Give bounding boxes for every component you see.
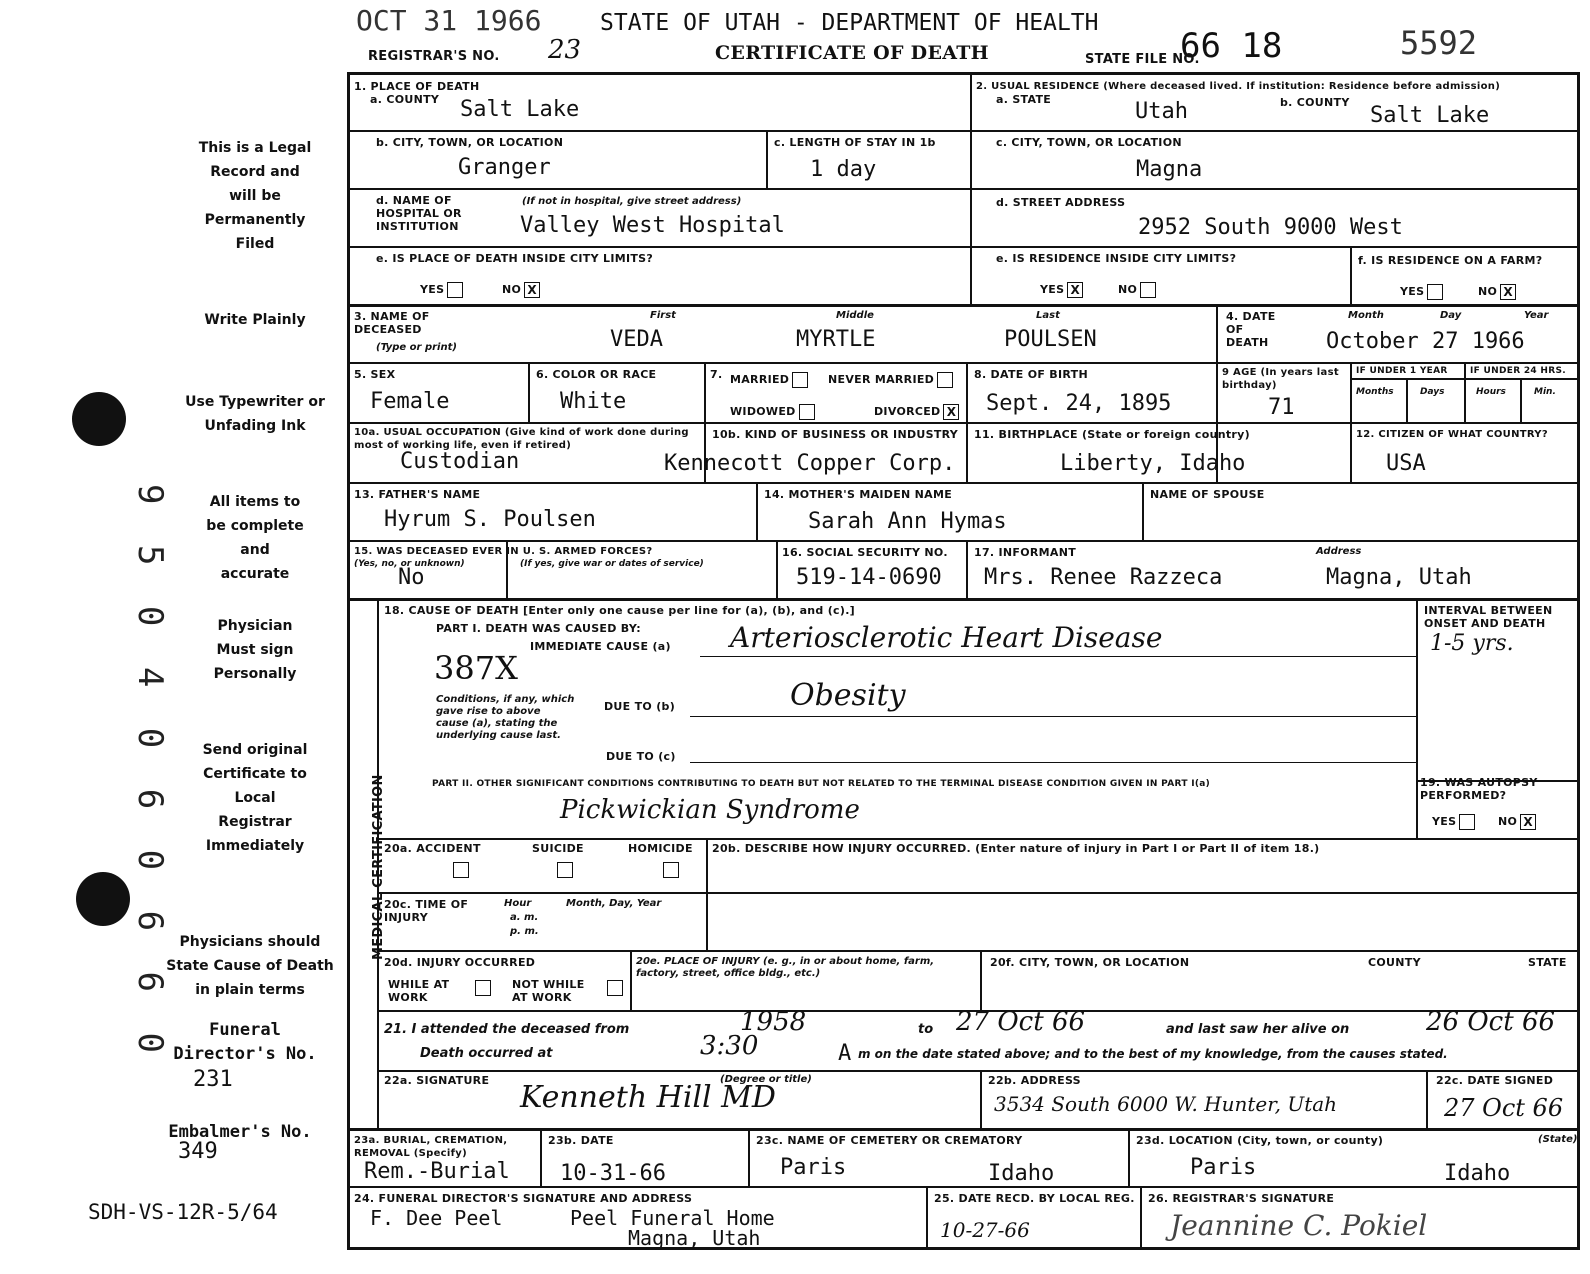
injury-state-label: STATE — [1528, 956, 1567, 969]
not-at-work-label: NOT WHILE AT WORK — [512, 978, 585, 1004]
year-label: Year — [1524, 310, 1549, 321]
residence-limits-no: NO — [1118, 282, 1156, 298]
certificate-title: CERTIFICATE OF DEATH — [715, 42, 989, 64]
while-at-work-label: WHILE AT WORK — [388, 978, 450, 1004]
minutes-label: Min. — [1534, 387, 1556, 397]
burial-location: Paris — [1190, 1155, 1257, 1180]
last-saw-label: and last saw her alive on — [1166, 1022, 1350, 1037]
physician-address-label: 22b. ADDRESS — [988, 1074, 1081, 1087]
injury-county-label: COUNTY — [1368, 956, 1421, 969]
form-number: SDH-VS-12R-5/64 — [88, 1200, 278, 1224]
write-plainly-note: Write Plainly — [204, 312, 306, 328]
never-married-checkbox[interactable] — [937, 372, 953, 388]
plain-terms-note: Physicians should State Cause of Death in plain terms — [166, 934, 334, 998]
age: 71 — [1268, 395, 1295, 420]
physician-sign-note: Physician Must sign Personally — [213, 618, 297, 682]
date-received: 10-27-66 — [940, 1218, 1030, 1242]
place-of-death-label: 1. PLACE OF DEATH — [354, 80, 480, 93]
am-label: a. m. — [510, 912, 539, 923]
homicide-label: HOMICIDE — [628, 842, 693, 855]
death-city: Granger — [458, 155, 551, 180]
last-saw-date: 26 Oct 66 — [1426, 1007, 1556, 1037]
date-signed-label: 22c. DATE SIGNED — [1436, 1074, 1554, 1087]
occupation: Custodian — [400, 449, 520, 474]
never-married-option: NEVER MARRIED — [828, 372, 953, 388]
business: Kennecott Copper Corp. — [664, 451, 956, 476]
age-label: 9 AGE (In years last birthday) — [1222, 367, 1339, 391]
residence-city-label: c. CITY, TOWN, OR LOCATION — [996, 136, 1182, 149]
under-1-year-label: IF UNDER 1 YEAR — [1356, 366, 1448, 376]
complete-note: All items to be complete and accurate — [206, 494, 304, 582]
part-2-label: PART II. OTHER SIGNIFICANT CONDITIONS CONTRIBUTING TO DEATH BUT NOT RELATED TO THE TERMINAL DISEASE CONDITION GIVEN IN PART I(a) — [432, 779, 1211, 789]
not-at-work-checkbox[interactable] — [607, 980, 623, 996]
informant-label: 17. INFORMANT — [974, 546, 1077, 559]
length-of-stay: 1 day — [810, 157, 877, 182]
residence-inside-limits-label: e. IS RESIDENCE INSIDE CITY LIMITS? — [996, 252, 1237, 265]
date-of-death-label: 4. DATE OF DEATH — [1226, 310, 1276, 349]
time-of-injury-label: 20c. TIME OF INJURY — [384, 898, 469, 924]
due-to-c-label: DUE TO (c) — [606, 750, 676, 763]
citizen-country: USA — [1386, 451, 1426, 476]
cemetery-state: Idaho — [988, 1161, 1055, 1186]
residence-limits-yes: YES X — [1040, 282, 1083, 298]
signature-label: 22a. SIGNATURE — [384, 1074, 490, 1087]
degree-label: (Degree or title) — [720, 1074, 812, 1085]
race-label: 6. COLOR OR RACE — [536, 368, 657, 381]
interval-label: INTERVAL BETWEEN ONSET AND DEATH — [1424, 604, 1553, 630]
hospital-note: (If not in hospital, give street address) — [522, 196, 742, 207]
registrar-signature: Jeannine C. Pokiel — [1170, 1209, 1428, 1242]
farm-yes-checkbox[interactable] — [1427, 284, 1443, 300]
burial-label: 23a. BURIAL, CREMATION, REMOVAL (Specify) — [354, 1135, 508, 1159]
date-received-label: 25. DATE RECD. BY LOCAL REG. — [934, 1192, 1135, 1205]
farm-label: f. IS RESIDENCE ON A FARM? — [1358, 254, 1543, 267]
state-file-number: 66 18 — [1180, 26, 1283, 66]
certificate-form — [347, 72, 1580, 1250]
residence-state: Utah — [1135, 99, 1188, 124]
first-name-label: First — [650, 310, 676, 321]
attended-from: 1958 — [740, 1007, 807, 1037]
birth-date: Sept. 24, 1895 — [986, 391, 1172, 416]
armed-forces: No — [398, 565, 425, 590]
social-security-number: 519-14-0690 — [796, 565, 942, 590]
death-occurred-label: Death occurred at — [420, 1046, 553, 1061]
birth-date-label: 8. DATE OF BIRTH — [974, 368, 1088, 381]
mother-name: Sarah Ann Hymas — [808, 509, 1007, 534]
occupation-label: 10a. USUAL OCCUPATION (Give kind of work done during most of working life, even if retired) — [354, 427, 689, 451]
months-label: Months — [1356, 387, 1394, 397]
father-name: Hyrum S. Poulsen — [384, 507, 596, 532]
citizen-label: 12. CITIZEN OF WHAT COUNTRY? — [1356, 429, 1548, 440]
cause-b: Obesity — [790, 678, 906, 713]
immediate-cause-label: IMMEDIATE CAUSE (a) — [530, 640, 671, 653]
burial-state-label: (State) — [1538, 1134, 1578, 1145]
death-limits-no: NO X — [502, 282, 540, 298]
farm-no-checkbox[interactable]: X — [1500, 284, 1516, 300]
place-of-injury-label: 20e. PLACE OF INJURY (e. g., in or about home, farm, factory, street, office bldg., etc.) — [636, 956, 935, 979]
length-of-stay-label: c. LENGTH OF STAY IN 1b — [774, 136, 936, 149]
punch-hole-top — [72, 392, 126, 446]
cemetery-name: Paris — [780, 1155, 847, 1180]
due-to-b-label: DUE TO (b) — [604, 700, 676, 713]
suicide-checkbox[interactable] — [557, 862, 573, 878]
death-limits-yes-checkbox[interactable] — [447, 282, 463, 298]
last-name-label: Last — [1036, 310, 1060, 321]
embalmer-number: 349 — [178, 1139, 218, 1164]
race: White — [560, 389, 627, 414]
residence-county: Salt Lake — [1370, 103, 1490, 128]
burial-type: Rem.-Burial — [364, 1159, 510, 1184]
under-24-hrs-label: IF UNDER 24 HRS. — [1470, 366, 1566, 376]
informant-address: Magna, Utah — [1326, 565, 1472, 590]
punch-hole-bottom — [76, 872, 130, 926]
certification-statement: m on the date stated above; and to the best of my knowledge, from the causes stated. — [858, 1047, 1448, 1061]
hospital-label: d. NAME OF HOSPITAL OR INSTITUTION — [376, 194, 462, 233]
hours-label: Hours — [1476, 387, 1506, 397]
middle-name: MYRTLE — [796, 327, 876, 352]
cause-of-death-label: 18. CAUSE OF DEATH [Enter only one cause per line for (a), (b), and (c).] — [384, 604, 856, 617]
first-name: VEDA — [610, 327, 663, 352]
armed-forces-note: (Yes, no, or unknown) — [354, 559, 465, 569]
conditions-note: Conditions, if any, which gave rise to above cause (a), stating the underlying cause last. — [436, 694, 575, 741]
typewriter-note: Use Typewriter or Unfading Ink — [185, 394, 325, 434]
armed-forces-service-note: (If yes, give war or dates of service) — [520, 559, 704, 569]
sex-label: 5. SEX — [354, 368, 396, 381]
widowed-checkbox[interactable] — [799, 404, 815, 420]
attended-to-label: to — [918, 1022, 934, 1037]
vertical-certificate-number: 9 5 0 4 0 6 0 6 6 0 — [130, 484, 170, 1063]
part-1-label: PART I. DEATH WAS CAUSED BY: — [436, 622, 641, 635]
department-title: STATE OF UTAH - DEPARTMENT OF HEALTH — [600, 10, 1099, 36]
attended-label: 21. I attended the deceased from — [384, 1022, 630, 1037]
death-time: 3:30 — [700, 1031, 759, 1061]
residence-county-label: b. COUNTY — [1280, 96, 1350, 109]
physician-signature: Kenneth Hill MD — [520, 1080, 776, 1115]
funeral-director-name: F. Dee Peel — [370, 1206, 503, 1230]
injury-city-label: 20f. CITY, TOWN, OR LOCATION — [990, 956, 1190, 969]
widowed-option: WIDOWED — [730, 404, 815, 420]
business-label: 10b. KIND OF BUSINESS OR INDUSTRY — [712, 428, 959, 441]
sex: Female — [370, 389, 450, 414]
death-city-label: b. CITY, TOWN, OR LOCATION — [376, 136, 564, 149]
divorced-checkbox[interactable]: X — [943, 404, 959, 420]
send-original-note: Send original Certificate to Local Registrar Immediately — [202, 742, 308, 854]
residence-limits-no-checkbox[interactable] — [1140, 282, 1156, 298]
married-checkbox[interactable] — [792, 372, 808, 388]
autopsy-no: NO X — [1498, 814, 1536, 830]
farm-yes: YES — [1400, 284, 1443, 300]
father-name-label: 13. FATHER'S NAME — [354, 488, 481, 501]
armed-forces-label: 15. WAS DECEASED EVER IN U. S. ARMED FORCES? — [354, 546, 653, 557]
street-address-label: d. STREET ADDRESS — [996, 196, 1126, 209]
day-label: Day — [1440, 310, 1462, 321]
embalmer-label: Embalmer's No. — [168, 1122, 312, 1142]
days-label: Days — [1420, 387, 1445, 397]
attended-to: 27 Oct 66 — [956, 1007, 1086, 1037]
cemetery-label: 23c. NAME OF CEMETERY OR CREMATORY — [756, 1134, 1023, 1147]
autopsy-yes: YES — [1432, 814, 1475, 830]
registrar-signature-label: 26. REGISTRAR'S SIGNATURE — [1148, 1192, 1335, 1205]
informant-name: Mrs. Renee Razzeca — [984, 565, 1223, 590]
funeral-director-label: Funeral Director's No. — [173, 1020, 317, 1064]
burial-date: 10-31-66 — [560, 1161, 666, 1186]
burial-location-label: 23d. LOCATION (City, town, or county) — [1136, 1134, 1384, 1147]
residence-label: 2. USUAL RESIDENCE (Where deceased lived. If institution: Residence before admission) — [976, 81, 1501, 92]
part-2-condition: Pickwickian Syndrome — [560, 795, 860, 825]
disease-code: 387X — [434, 649, 518, 687]
date-signed: 27 Oct 66 — [1444, 1094, 1564, 1122]
month-label: Month — [1348, 310, 1384, 321]
injury-date-label: Month, Day, Year — [566, 898, 662, 909]
legal-record-note: This is a Legal Record and will be Permanently Filed — [198, 140, 312, 252]
received-date-stamp: OCT 31 1966 — [356, 4, 542, 37]
marital-status-label: 7. — [710, 368, 723, 381]
divorced-option: DIVORCED X — [874, 404, 959, 420]
state-file-label: STATE FILE NO. — [1085, 52, 1200, 67]
injury-description-label: 20b. DESCRIBE HOW INJURY OCCURRED. (Enter nature of injury in Part I or Part II of item 18.) — [712, 842, 1320, 855]
death-county: Salt Lake — [460, 97, 580, 122]
ssn-label: 16. SOCIAL SECURITY NO. — [782, 546, 948, 559]
pm-label: p. m. — [510, 926, 539, 937]
funeral-director-number: 231 — [193, 1067, 233, 1092]
registrar-number-label: REGISTRAR'S NO. — [368, 49, 500, 64]
hospital-name: Valley West Hospital — [520, 213, 785, 238]
county-label: a. COUNTY — [370, 93, 440, 106]
physician-address: 3534 South 6000 W. Hunter, Utah — [994, 1092, 1338, 1116]
burial-date-label: 23b. DATE — [548, 1134, 614, 1147]
stamp-number: 5592 — [1400, 24, 1478, 62]
mother-name-label: 14. MOTHER'S MAIDEN NAME — [764, 488, 953, 501]
autopsy-no-checkbox[interactable]: X — [1520, 814, 1536, 830]
autopsy-yes-checkbox[interactable] — [1459, 814, 1475, 830]
accident-label: 20a. ACCIDENT — [384, 842, 481, 855]
birthplace-label: 11. BIRTHPLACE (State or foreign country) — [974, 428, 1250, 441]
residence-state-label: a. STATE — [996, 93, 1052, 106]
registrar-number: 23 — [548, 35, 582, 65]
autopsy-label: 19. WAS AUTOPSY PERFORMED? — [1420, 776, 1538, 802]
injury-occurred-label: 20d. INJURY OCCURRED — [384, 956, 536, 969]
birthplace: Liberty, Idaho — [1060, 451, 1246, 476]
death-inside-limits-label: e. IS PLACE OF DEATH INSIDE CITY LIMITS? — [376, 252, 654, 265]
accident-checkbox[interactable] — [453, 862, 469, 878]
death-limits-yes: YES — [420, 282, 463, 298]
date-of-death: October 27 1966 — [1326, 329, 1525, 354]
street-address: 2952 South 9000 West — [1138, 215, 1403, 240]
residence-limits-yes-checkbox[interactable]: X — [1067, 282, 1083, 298]
deceased-name-label: 3. NAME OF DECEASED — [354, 310, 430, 336]
while-at-work-checkbox[interactable] — [475, 980, 491, 996]
funeral-director-signature-label: 24. FUNERAL DIRECTOR'S SIGNATURE AND ADDRESS — [354, 1192, 693, 1205]
hour-label: Hour — [504, 898, 532, 909]
deceased-name-note: (Type or print) — [376, 342, 457, 353]
funeral-home: Peel Funeral Home — [570, 1206, 775, 1230]
homicide-checkbox[interactable] — [663, 862, 679, 878]
married-option: MARRIED — [730, 372, 808, 388]
farm-no: NO X — [1478, 284, 1516, 300]
suicide-label: SUICIDE — [532, 842, 584, 855]
funeral-home-city: Magna, Utah — [628, 1226, 761, 1250]
informant-address-label: Address — [1316, 546, 1362, 557]
medical-certification-label: MEDICAL CERTIFICATION — [371, 774, 386, 960]
spouse-name-label: NAME OF SPOUSE — [1150, 488, 1265, 501]
burial-state: Idaho — [1444, 1161, 1511, 1186]
death-limits-no-checkbox[interactable]: X — [524, 282, 540, 298]
residence-city: Magna — [1136, 157, 1203, 182]
immediate-cause: Arteriosclerotic Heart Disease — [730, 621, 1163, 654]
am-mark: A — [838, 1041, 852, 1066]
interval: 1-5 yrs. — [1430, 631, 1514, 656]
middle-name-label: Middle — [836, 310, 874, 321]
last-name: POULSEN — [1004, 327, 1097, 352]
